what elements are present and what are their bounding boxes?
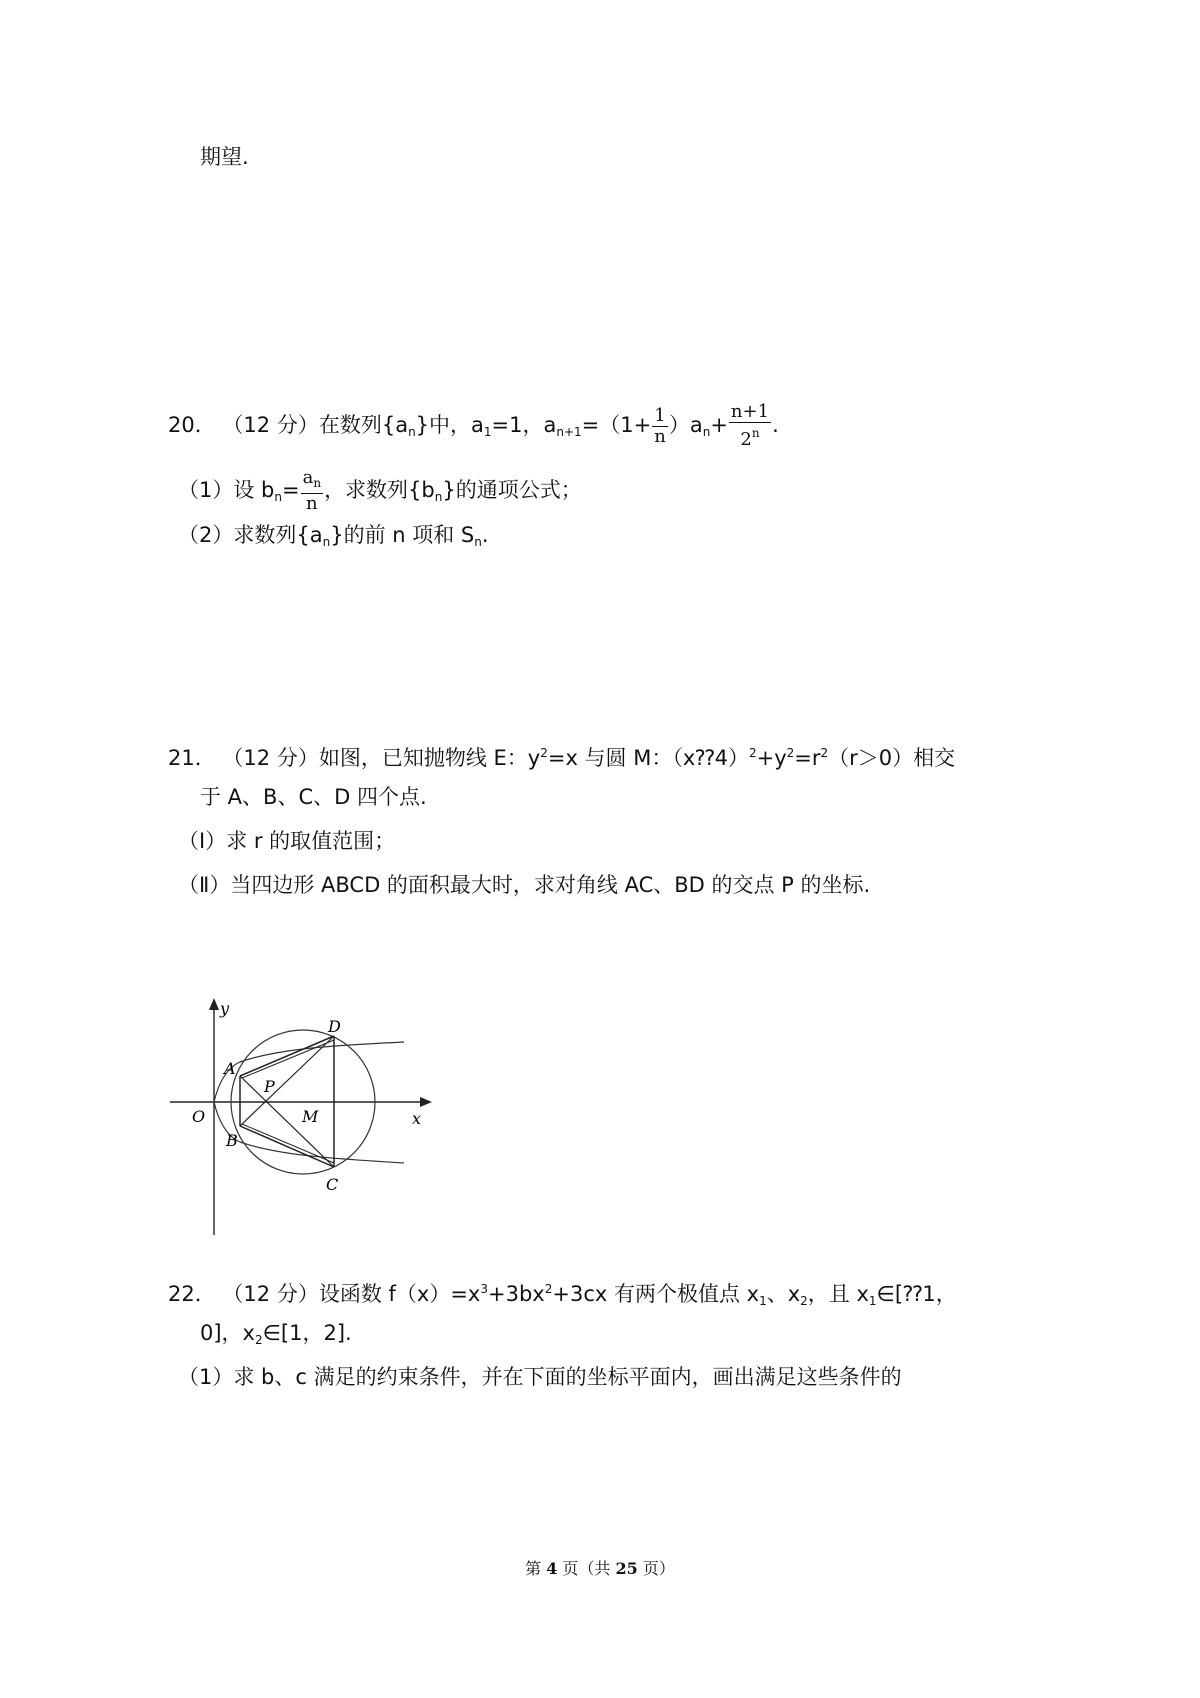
label-a: A [224,1059,236,1078]
x-axis-arrow [420,1097,432,1107]
label-c: C [326,1175,339,1194]
total-pages: 25 [615,1559,638,1578]
segment-ad-2 [242,1040,334,1078]
question-20: 20． （12 分）在数列$\{a_n\}$中，$a_1=1$，$a_{n+1}=(1+$ $\frac{1}{n}$ ）$a_n+$ $\frac{n+1}{2^n}$ . [168,401,779,450]
question-number: 20． [168,413,216,437]
y-axis-arrow [209,998,219,1010]
question-number: 22． [168,1282,216,1306]
label-y: y [220,999,230,1018]
question-score: （12 分） [222,746,319,770]
question-21-part-1: （Ⅰ）求 r 的取值范围； [178,829,396,853]
question-22-part-1: （1）求 b、c 满足的约束条件，并在下面的坐标平面内，画出满足这些条件的 [178,1365,902,1389]
page-number: 4 [546,1559,558,1578]
segment-ad [240,1036,334,1076]
question-21-part-2: （Ⅱ）当四边形 ABCD 的面积最大时，求对角线 AC、BD 的交点 P 的坐标. [178,873,871,897]
label-o: O [192,1107,206,1126]
page-footer: 第 4 页（共 25 页） [525,1559,675,1578]
parabola-upper [214,1042,404,1102]
label-b: B [226,1131,238,1150]
question-21: 21． （12 分）如图，已知抛物线 E：$y^2=x$ 与圆 M：$(x⁇4)^2+y^2=r^2(r>0)$相交 [168,746,956,770]
label-p: P [264,1077,275,1096]
question-score: （12 分） [222,413,319,437]
question-22-line-2: 0]，$x_2\in[1$，2]. [200,1321,352,1347]
fraction-1-over-n: $\frac{1}{n}$ [654,404,666,447]
parabola-circle-figure [170,990,470,1240]
question-number: 21． [168,746,216,770]
fraction-n-plus-1-over-2-pow-n: $\frac{n+1}{2^n}$ [730,401,770,450]
label-m: M [302,1107,319,1126]
question-score: （12 分） [222,1282,319,1306]
label-d: D [328,1017,341,1036]
fraction-an-over-n: $\frac{a_n}{n}$ [302,467,322,514]
label-x: x [412,1109,422,1128]
question-22: 22． （12 分）设函数 $f(x)=x^3+3bx^2+3cx$ 有两个极值点 $x_1$、$x_2$，且 $x_1\in[⁇1$， [168,1282,957,1308]
question-20-part-2: （2）求数列$\{a_n\}$的前 n 项和 $S_n$. [178,523,489,549]
question-21-line-2: 于 A、B、C、D 四个点. [200,785,427,809]
question-20-part-1: （1）设 $b_n=$ $\frac{a_n}{n}$ ，求数列$\{b_n\}$的通项公式； [178,467,582,514]
continued-text: 期望. [200,145,249,169]
